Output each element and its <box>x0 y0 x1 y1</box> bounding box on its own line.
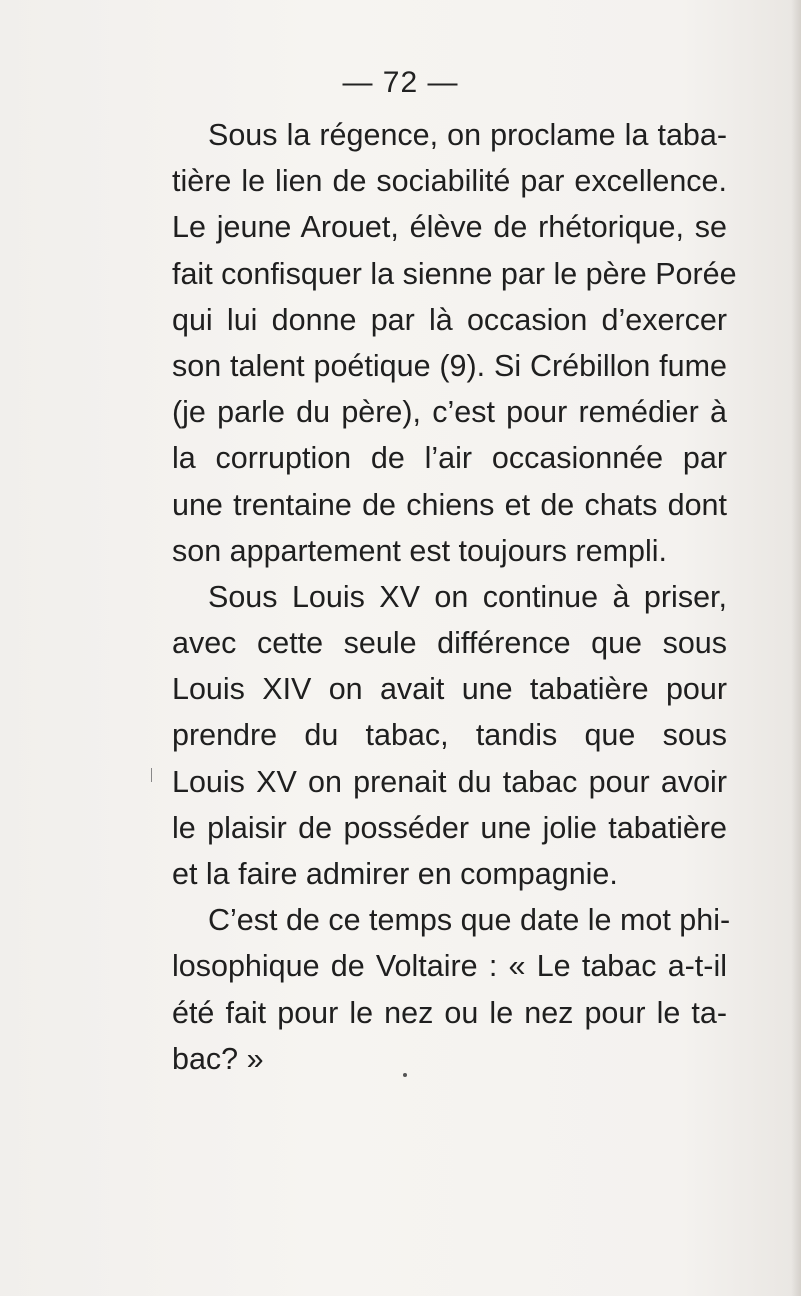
text-line: fait confisquer la sienne par le père Porée <box>172 256 737 291</box>
text-line: été fait pour le nez ou le nez pour le ta- <box>172 995 727 1030</box>
text-line: Sous la régence, on proclame la taba- <box>208 118 727 152</box>
text-line: Louis XIV on avait une tabatière pour <box>172 672 727 707</box>
text-line: prendre du tabac, tandis que sous <box>172 718 727 753</box>
text-line: et la faire admirer en compagnie. <box>172 857 618 891</box>
text-line: (je parle du père), c’est pour remédier à <box>172 395 727 430</box>
text-line: qui lui donne par là occasion d’exercer <box>172 302 727 337</box>
text-line: losophique de Voltaire : « Le tabac a-t-il <box>172 949 727 984</box>
text-line: la corruption de l’air occasionnée par <box>172 441 727 476</box>
text-line: Le jeune Arouet, élève de rhétorique, se <box>172 210 727 245</box>
text-line: le plaisir de posséder une jolie tabatière <box>172 810 727 845</box>
page-number: — 72 — <box>342 66 459 99</box>
text-line: Louis XV on prenait du tabac pour avoir <box>172 764 727 799</box>
text-line: avec cette seule différence que sous <box>172 626 727 661</box>
paper-speck <box>403 1073 407 1077</box>
text-line: C’est de ce temps que date le mot phi- <box>208 903 731 938</box>
body-text <box>172 112 737 1082</box>
text-line: Sous Louis XV on continue à priser, <box>208 579 727 614</box>
paper-speck <box>151 768 152 782</box>
text-line: bac? » <box>172 1041 264 1076</box>
text-line: son appartement est toujours rempli. <box>172 533 668 568</box>
text-line: une trentaine de chiens et de chats dont <box>172 487 727 522</box>
page-edge-shadow <box>791 0 801 1296</box>
text-line: tière le lien de sociabilité par excellence. <box>172 164 727 199</box>
text-line: son talent poétique (9). Si Crébillon fume <box>172 348 727 383</box>
